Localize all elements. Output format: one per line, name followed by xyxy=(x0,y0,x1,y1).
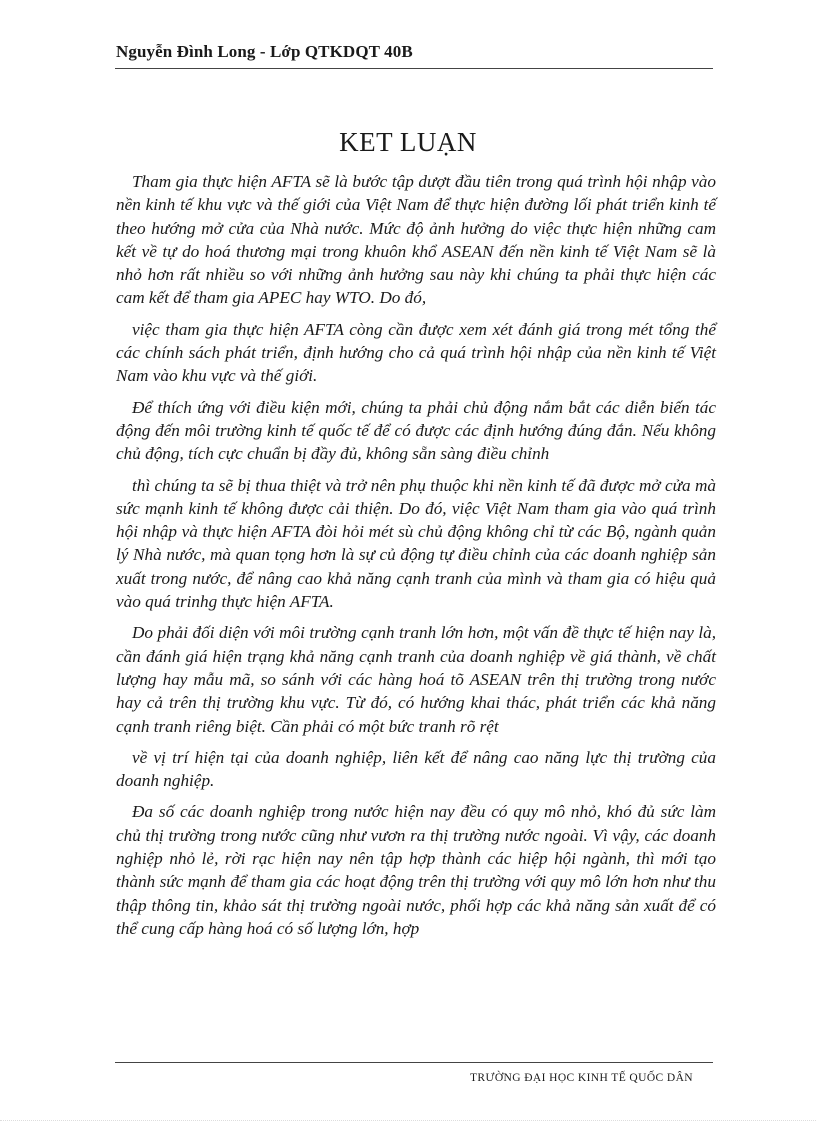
paragraph: Đa số các doanh nghiệp trong nước hiện nay đều có quy mô nhỏ, khó đủ sức làm chủ thị trường trong nước cũng như vươn ra thị trường nước ngoài. Vì vậy, các doanh nghiệp nhỏ lẻ, rời rạc hiện nay nên tập hợp thành các hiệp hội ngành, thì mới tạo thành sức mạnh để tham gia các hoạt động trên thị trường với quy mô lớn hơn như thu thập thông tin, khảo sát thị trường ngoài nước, phối hợp các khả năng sản xuất để có thể cung cấp hàng hoá có số lượng lớn, hợp xyxy=(116,802,716,938)
page-header: Nguyễn Đình Long - Lớp QTKDQT 40B xyxy=(116,42,413,61)
body-text xyxy=(116,170,716,948)
page-title: KET LUẠN xyxy=(339,127,477,157)
page-footer: TRƯỜNG ĐẠI HỌC KINH TẾ QUỐC DÂN xyxy=(470,1072,693,1084)
paragraph: về vị trí hiện tại của doanh nghiệp, liên kết để nâng cao năng lực thị trường của doanh nghiệp. xyxy=(116,747,716,791)
paragraph: Để thích ứng với điều kiện mới, chúng ta phải chủ động nắm bắt các diễn biến tác động đến môi trường kinh tế quốc tế để có được các định hướng đúng đắn. Nếu không chủ động, tích cực chuẩn bị đầy đủ, không sẵn sàng điều chỉnh xyxy=(116,397,716,464)
page-edge xyxy=(0,1120,816,1121)
paragraph: Do phải đối diện với môi trường cạnh tranh lớn hơn, một vấn đề thực tế hiện nay là, cần đánh giá hiện trạng khả năng cạnh tranh của doanh nghiệp về giá thành, về chất lượng hay mẫu mã, so sánh với các hàng hoá tõ ASEAN trên thị trường trong nước hay cả trên thị trường khu vực. Từ đó, có hướng khai thác, phát triển các khả năng cạnh tranh riêng biệt. Cần phải có một bức tranh rõ rệt xyxy=(116,623,716,736)
paragraph: Tham gia thực hiện AFTA sẽ là bước tập dượt đầu tiên trong quá trình hội nhập vào nền kinh tế khu vực và thế giới của Việt Nam để thực hiện đường lối phát triển kinh tế theo hướng mở cửa của Nhà nước. Mức độ ảnh hưởng do việc thực hiện những cam kết về tự do hoá thương mại trong khuôn khổ ASEAN đến nền kinh tế Việt Nam sẽ là nhỏ hơn rất nhiều so với những ảnh hưởng sau này khi chúng ta phải thực hiện các cam kết để tham gia APEC hay WTO. Do đó, xyxy=(116,172,716,308)
paragraph: thì chúng ta sẽ bị thua thiệt và trở nên phụ thuộc khi nền kinh tế đã được mở cửa mà sức mạnh kinh tế không được cải thiện. Do đó, việc Việt Nam tham gia vào quá trình hội nhập và thực hiện AFTA đòi hỏi mét sù chủ động không chỉ từ các Bộ, ngành quản lý Nhà nước, mà quan tọng hơn là sự củ động tự điều chỉnh của các doanh nghiệp sản xuất trong nước, để nâng cao khả năng cạnh tranh của mình và tham gia có hiệu quả vào quá trinhg thực hiện AFTA. xyxy=(116,475,716,612)
header-divider xyxy=(115,68,713,69)
paragraph: việc tham gia thực hiện AFTA còng cần được xem xét đánh giá trong mét tổng thể các chính sách phát triển, định hướng cho cả quá trình hội nhập của nền kinh tế Việt Nam vào khu vực và thế giới. xyxy=(116,319,716,386)
footer-divider xyxy=(115,1062,713,1063)
